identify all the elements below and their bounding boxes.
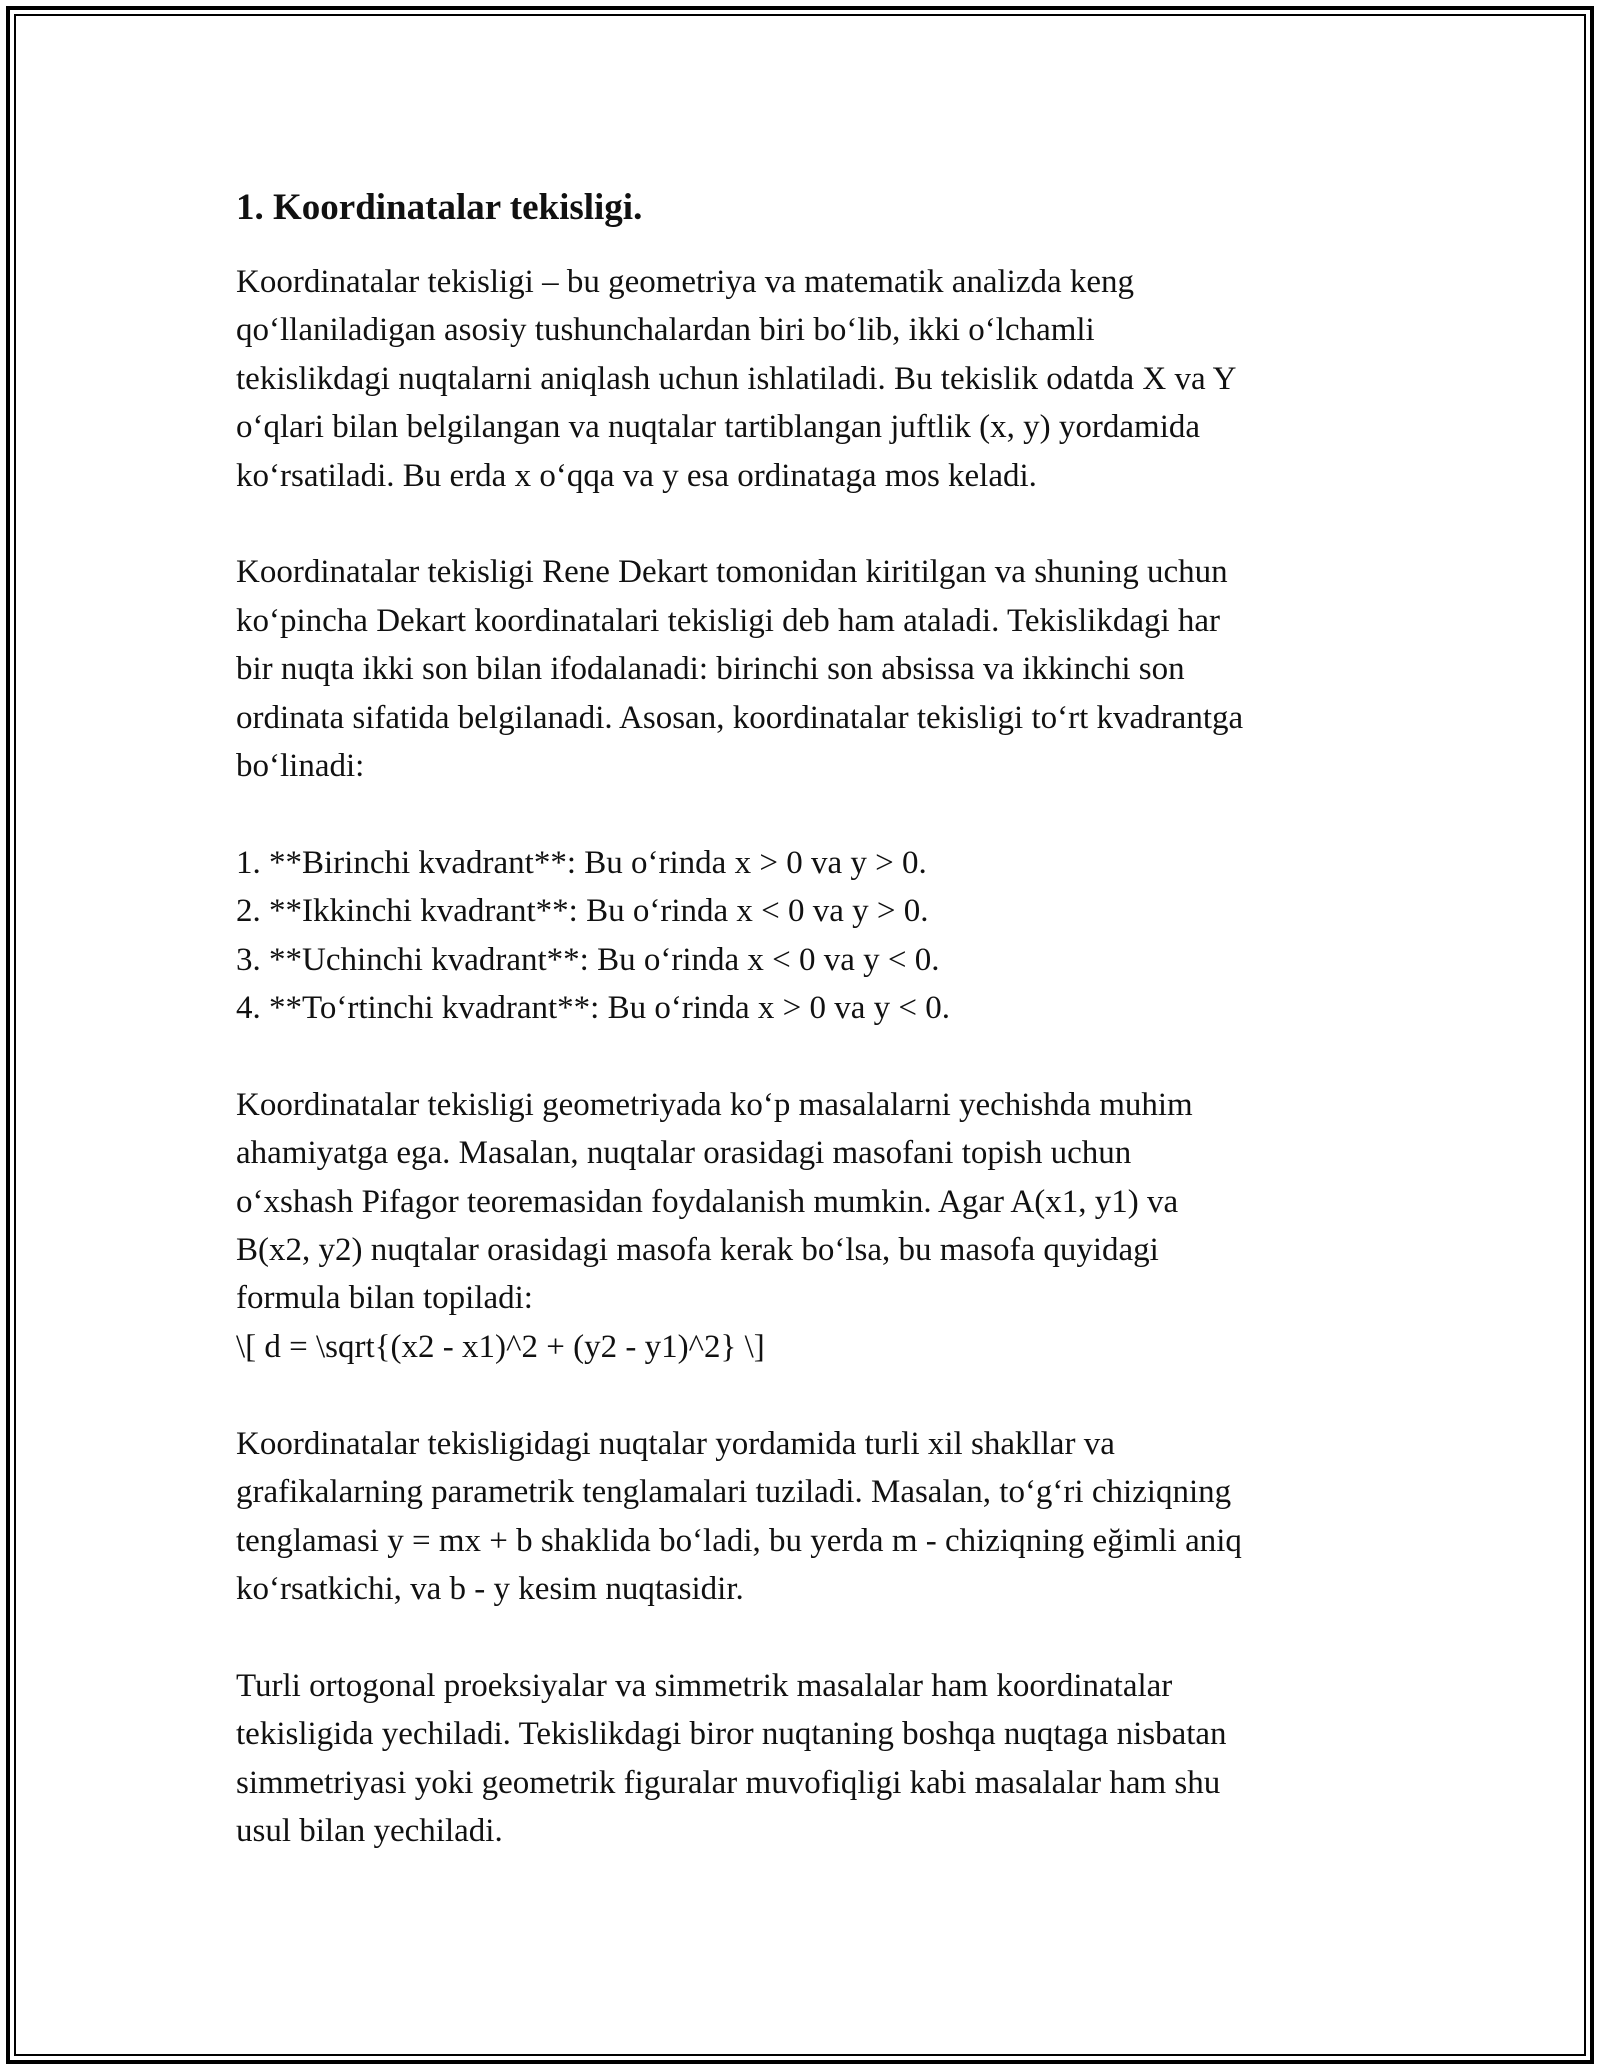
distance-formula: \[ d = \sqrt{(x2 - x1)^2 + (y2 - y1)^2} \]: [236, 1328, 765, 1365]
text-line: simmetriyasi yoki geometrik figuralar muvofiqligi kabi masalalar ham shu: [236, 1764, 1221, 1801]
list-item: 2. **Ikkinchi kvadrant**: Bu o‘rinda x < 0 va y > 0.: [236, 893, 929, 930]
text-line: ahamiyatga ega. Masalan, nuqtalar orasidagi masofani topish uchun: [236, 1135, 1132, 1172]
list-item: 4. **To‘rtinchi kvadrant**: Bu o‘rinda x > 0 va y < 0.: [236, 990, 951, 1027]
text-line: Turli ortogonal proeksiyalar va simmetrik masalalar ham koordinatalar: [236, 1667, 1173, 1704]
text-line: tekislikdagi nuqtalarni aniqlash uchun ishlatiladi. Bu tekislik odatda X va Y: [236, 360, 1237, 397]
list-item: 3. **Uchinchi kvadrant**: Bu o‘rinda x < 0 va y < 0.: [236, 941, 940, 978]
paragraph-line-equation: [236, 1420, 1386, 1614]
paragraph-definition: [236, 258, 1386, 500]
paragraph-distance: [236, 1081, 1386, 1371]
text-line: Koordinatalar tekisligi geometriyada ko‘p masalalarni yechishda muhim: [236, 1086, 1193, 1123]
text-line: Koordinatalar tekisligi – bu geometriya va matematik analizda keng: [236, 264, 1135, 300]
text-line: ko‘pincha Dekart koordinatalari tekisligi deb ham ataladi. Tekislikdagi har: [236, 602, 1221, 639]
text-line: ko‘rsatkichi, va b - y kesim nuqtasidir.: [236, 1570, 744, 1607]
text-line: tenglamasi y = mx + b shaklida bo‘ladi, bu yerda m - chiziqning eğimli aniq: [236, 1522, 1242, 1559]
text-line: ko‘rsatiladi. Bu erda x o‘qqa va y esa ordinataga mos keladi.: [236, 457, 1037, 494]
text-line: o‘xshash Pifagor teoremasidan foydalanish mumkin. Agar A(x1, y1) va: [236, 1183, 1179, 1220]
text-line: formula bilan topiladi:: [236, 1280, 533, 1317]
text-line: grafikalarning parametrik tenglamalari tuziladi. Masalan, to‘g‘ri chiziqning: [236, 1474, 1232, 1511]
text-line: ordinata sifatida belgilanadi. Asosan, koordinatalar tekisligi to‘rt kvadrantga: [236, 699, 1244, 736]
document-body: [236, 184, 1386, 1855]
quadrant-list: [236, 839, 1386, 1033]
paragraph-symmetry: [236, 1662, 1386, 1856]
paragraph-gap: [236, 790, 1386, 838]
text-line: Koordinatalar tekisligi Rene Dekart tomonidan kiritilgan va shuning uchun: [236, 554, 1228, 591]
paragraph-gap: [236, 1613, 1386, 1661]
paragraph-descartes: [236, 548, 1386, 790]
text-line: tekisligida yechiladi. Tekislikdagi biror nuqtaning boshqa nuqtaga nisbatan: [236, 1716, 1227, 1753]
paragraph-gap: [236, 1032, 1386, 1080]
page-title: 1. Koordinatalar tekisligi.: [236, 187, 643, 228]
paragraph-gap: [236, 500, 1386, 548]
text-line: bir nuqta ikki son bilan ifodalanadi: birinchi son absissa va ikkinchi son: [236, 651, 1185, 688]
text-line: o‘qlari bilan belgilangan va nuqtalar tartiblangan juftlik (x, y) yordamida: [236, 409, 1201, 446]
list-item: 1. **Birinchi kvadrant**: Bu o‘rinda x > 0 va y > 0.: [236, 844, 927, 881]
paragraph-gap: [236, 1371, 1386, 1419]
text-line: usul bilan yechiladi.: [236, 1812, 503, 1849]
text-line: B(x2, y2) nuqtalar orasidagi masofa kerak bo‘lsa, bu masofa quyidagi: [236, 1232, 1159, 1269]
text-line: bo‘linadi:: [236, 748, 365, 785]
text-line: Koordinatalar tekisligidagi nuqtalar yordamida turli xil shakllar va: [236, 1425, 1115, 1462]
text-line: qo‘llaniladigan asosiy tushunchalardan biri bo‘lib, ikki o‘lchamli: [236, 312, 1095, 349]
